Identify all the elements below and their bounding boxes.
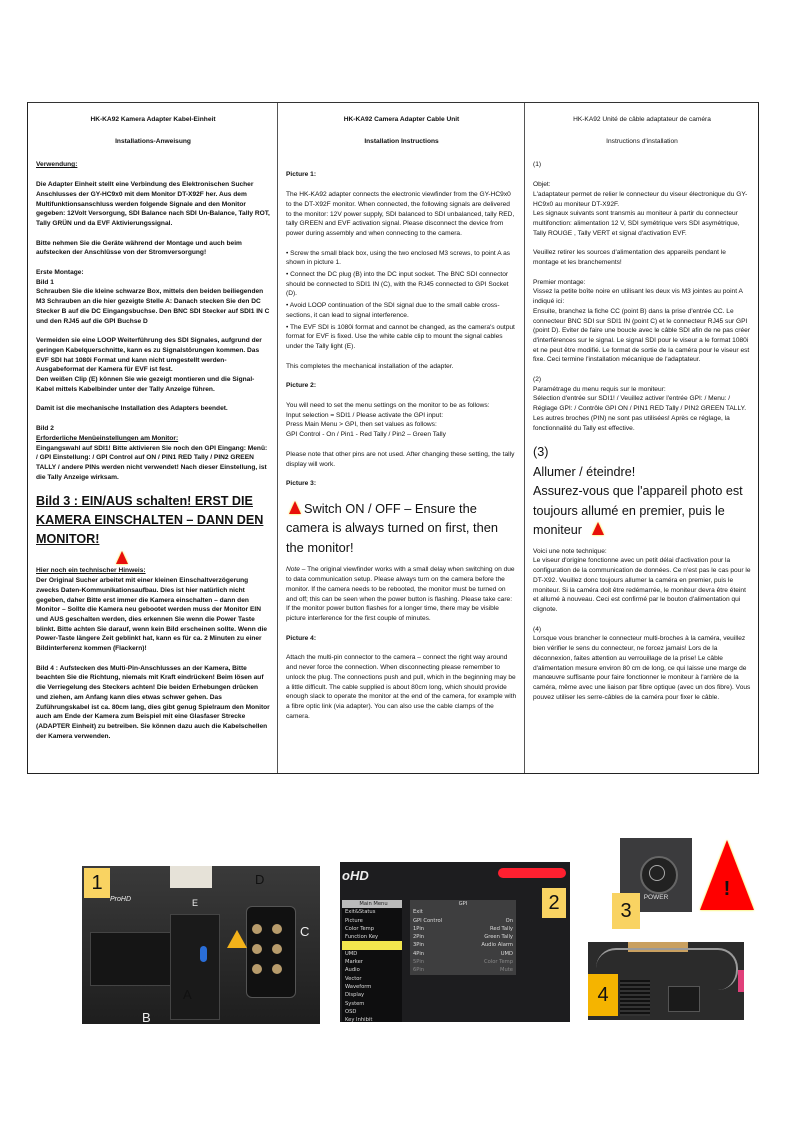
french-sec4: (4) [533,625,542,633]
german-bild1-label: Bild 1 [36,278,54,286]
menu-item-selected: GPI [342,941,402,949]
french-column [525,103,758,773]
german-bild1-text: Schrauben Sie die kleine schwarze Box, mittels den beiden beiliegenden M3 Schrauben an die hier gezeigte Stelle A: Danach stecken Sie den DC Stecker B auf die DC Eingangsbuchse. Den BNC SDI Stecker auf SDI1 IN C und den RJ45 auf die GPI Buchse D [36,288,270,325]
english-pic1-text: The HK-KA92 adapter connects the electronic viewfinder from the GY-HC9x0 to the DT-X92F monitor. When connected, the following signals are delivered to the monitor: 12V power supply, SDI balanced to SDI unbalanced, tally RED, tally GREEN and EVF activation signal. Please disconnect the device from power during assembly and when connecting to the camera. [286,191,515,237]
english-note-label: Note [286,566,300,574]
german-first-mount: Erste Montage: [36,269,84,277]
english-pic2-line1: Input selection = SDI1 / Please activate the GPI input: [286,411,444,419]
warning-triangle-icon [116,551,128,564]
french-sec2-text: Sélection d'entrée sur SDI1! / Veuillez activer l'entrée GPI: / Menu: / Réglage GPI: / Contrôle GPI ON / PIN1 RED Tally / PIN2 GREEN TALLY. Les autres broches (PIN) ne sont pas utilisées! Après ce réglage, la fonctionnalité du Tally est effective. [533,395,747,432]
english-pic2-note: Please note that other pins are not used. After changing these setting, the tally display will work. [286,450,515,468]
gpi-row: GPI Control On [413,917,513,924]
gpi-row: 1Pin Red Tally [413,925,513,932]
label-d: D [255,872,265,887]
german-loop-text: Vermeiden sie eine LOOP Weiterführung des SDI Signales, aufgrund der geringen Kabelquerschnitte, kann es zu Signalstörungen kommen. Das EVF SDI hat 1080i Format und kann nicht umgestellt werden-Ausgabeformat der Kamera für EVF ist fest. [36,337,262,374]
power-label: POWER [643,894,669,901]
german-usage-text: Die Adapter Einheit stellt eine Verbindung des Elektronischen Sucher Anschlusses der GY-HC9x0 mit dem Monitor DT-X92F her. Aus dem Multifunktionsanschluss werden folgende Signale and den Monitor gegeben: 12Volt Versorgung, SDI Balance nach SDI Un-Balance, Tally ROT, Tally GRÜN und da EVF Aktivierungssignal. [36,181,270,227]
label-c: C [300,924,310,939]
english-pic2-label: Picture 2: [286,382,317,390]
french-sec3-line2: Assurez-vous que l'appareil photo est toujours allumé en premier, puis le moniteur [533,484,743,538]
gpi-title: GPI [458,901,468,907]
french-premier-text2: Ensuite, branchez la fiche CC (point B) dans la prise d'entrée CC. Le connecteur BNC SDI sur SDI1 IN (point C) et le connecteur RJ45 sur GPI (point D). Eviter de faire une boucle avec le câble SDI afin de ne pas créer d'interférences sur le signal. Le signal SDI pour le viseur a le format 1080i et ne peut être modifié. Le format de sortie de la caméra pour le viseur est fixe. Ceci termine l'installation mécanique de l'adaptateur. [533,307,750,364]
german-usage-heading: Verwendung: [36,161,78,169]
menu-item: Color Temp [345,925,375,932]
brand-logo: ProHD [110,896,132,903]
menu-item: System [345,1000,365,1007]
gpi-row: 4Pin UMD [413,950,513,957]
gpi-row: 5Pin Color Temp [413,959,513,966]
menu-item: Key Inhibit [345,1017,373,1022]
french-tech-text: Le viseur d'origine fonctionne avec un petit délai d'activation pour la configuration de la communication de données. Ce n'est pas le cas pour le DT-X92. Veuillez donc toujours allumer la caméra en premier, puis le moniteur. Si la caméra doit être redémarrée, le moniteur devra être éteint et allumé à nouveau. Ceci est confirmé par le bouton d'alimentation qui clignote. [533,557,751,613]
french-tech-label: Voici une note technique: [533,547,607,555]
german-tech-text: Der Original Sucher arbeitet mit einer kleinen Einschaltverzögerung zwecks Daten-Kommunikationsaufbau. Dies ist hier natürlich nicht gegeben, daher Bitte erst immer die Kamera einschalten – dann den Monitor – Sollte die Kamera neu gebootet werden muss der Monitor EIN und AUS geschalten werden, dies erkennen Sie wenn die Power Taste blinkt. Bitte achten Sie darauf, wenn kein Bild erscheinen sollte. Wenn die Power-Taste längere Zeit geblinkt hat, kann es für ca. 2 Minuten zu einer Bildinterferenz kommen (Flackern)! [36,577,268,653]
german-subtitle: Installations-Anweisung [115,137,191,145]
photo-camera-connector [588,942,744,1020]
german-bild2-text: Eingangswahl auf SDI1! Bitte aktivieren Sie noch den GPI Eingang: Menü: / GPI Einstellung: / GPI Control auf ON / PIN1 RED Tally / PIN2 GREEN TALLY / andere PINs werden nicht verwendet! Nach dieser Einstellung, ist die Tally Anzeige wirksam. [36,444,268,481]
gpi-row: Exit [413,909,423,916]
gpi-row: 6Pin Mute [413,967,513,974]
english-note [286,565,517,623]
english-done-text: This completes the mechanical installation of the adapter. [286,362,454,370]
label-e: E [192,898,199,908]
french-power-text: Veuillez retirer les sources d'alimentation des appareils pendant le montage et les branchements! [533,249,726,267]
german-clip-text: Den weißen Clip (E) können Sie wie gezeigt montieren und die Signal-Kabel mittels Kabelbinder unter der Tally Anzeige führen. [36,376,255,393]
exclamation-mark: ! [723,878,731,900]
english-bullet: • Connect the DC plug (B) into the DC input socket. The BNC SDI connector should be connected to SDI1 IN (C), with the RJ45 connected to GPI Socket (D). [286,271,509,298]
french-sec3-line1: Allumer / éteindre! [533,464,636,479]
german-bild2-heading: Erforderliche Menüeinstellungen am Monitor: [36,434,179,442]
photo-badge-2: 2 [542,888,566,918]
menu-item: Picture [345,917,363,924]
french-sec3-line2-wrap [533,482,751,541]
english-title: HK-KA92 Camera Adapter Cable Unit [343,116,460,123]
french-objet-label: Objet: [533,181,551,189]
gpi-row: 3Pin Audio Alarm [413,942,513,949]
warning-triangle-icon [592,522,604,535]
french-sec2-heading: Paramétrage du menu requis sur le moniteur: [533,385,666,393]
photo-gpi-menu [340,862,570,1022]
french-sec3: (3) [533,445,549,460]
english-pic3-label: Picture 3: [286,480,317,488]
german-title: HK-KA92 Kamera Adapter Kabel-Einheit [90,116,216,123]
english-pic4-text: Attach the multi-pin connector to the camera – connect the right way around and never force the connection. When disconnecting please remember to unlock the plug. The connections push and pull, which in the beginning may be a little difficult. The cable supplied is about 80cm long, which should provide enough slack to operate the monitor at the end of the camera, for example with a fibre optic link (via adapter). You can also use the cable clamps of the camera. [286,654,517,720]
instruction-table [27,102,759,774]
german-bild4-text: Bild 4 : Aufstecken des Multi-Pin-Anschlusses an der Kamera, Bitte beachten Sie die Richtung, niemals mit Kraft eindrücken! Beim lösen auf die Verriegelung des Steckers achten! Die beiden Erhebungen drücken und ziehen, am Anfang kann dies etwas schwer gehen. Das Zuführungskabel ist ca. 80cm lang, dies gibt genug Spielraum den Monitor auch am Ende der Kamera zum Beispiel mit eine Glasfaser Strecke (ADAPTER Einheit) zu betreiben. Sie können dazu auch die Kabelschellen der Kamera verwenden. [36,664,270,740]
english-note-text: – The original viewfinder works with a small delay when switching on due to data communication setup. Please always turn on the camera before the monitor. If the camera needs to be rebooted, the monitor must be turned on and off; this can be seen when the power button is flashing. Please take care: If the monitor power button flashes for a longer time, there may be visible picture interference for the first couple of minutes. [286,566,515,622]
french-premier-label: Premier montage: [533,278,586,286]
german-power-warning: Bitte nehmen Sie die Geräte während der Montage und auch beim aufstecken der Anschlüsse von der Stromversorgung! [36,239,242,257]
gpi-row: 2Pin Green Tally [413,934,513,941]
german-bild3-heading: Bild 3 : EIN/AUS schalten! ERST DIE KAMERA EINSCHALTEN – DANN DEN MONITOR! [36,494,264,547]
photo-badge-4: 4 [588,974,618,1016]
french-subtitle: Instructions d'installation [606,137,678,145]
english-bullet: • The EVF SDI is 1080i format and cannot be changed, as the camera's output format for EVF is fixed. Use the white cable clip to mount the signal cables under the Tally light (E). [286,323,515,350]
english-pic2-line3: GPI Control - On / Pin1 - Red Tally / Pin2 – Green Tally [286,431,446,439]
english-pic4-label: Picture 4: [286,634,317,642]
english-bullet: • Avoid LOOP continuation of the SDI signal due to the small cable cross-sections, it can lead to signal interference. [286,302,500,319]
french-objet-text1: L'adaptateur permet de relier le connecteur du viseur électronique du GY-HC9x0 au moniteur DT-X92F. [533,190,748,208]
photo-badge-3: 3 [612,893,640,929]
french-sec4-text: Lorsque vous brancher le connecteur multi-broches à la caméra, veuillez bien vérifier le sens du connecteur, ne forcez jamais! Lors de la déconnexion, faites attention au verrouillage de la prise! Le câble d'alimentation mesure environ 80 cm de long, ce qui laisse une marge de manœuvre suffisante pour faire fonctionner le moniteur à l'arrière de la caméra, même avec une liaison par fibre optique (avec un dos fibre). Vous pouvez utiliser les serre-câbles de la caméra pour fixer le câble. [533,635,751,701]
menu-item: OSD [345,1008,357,1015]
menu-item: Display [345,992,365,999]
english-pic3-heading: Switch ON / OFF – Ensure the camera is always turned on first, then the monitor! [286,500,498,555]
menu-item: Audio [345,967,360,974]
english-bullet-list [286,249,517,352]
brand-logo: oHD [342,868,369,883]
menu-item: Waveform [345,983,372,990]
german-column [28,103,278,773]
french-title: HK-KA92 Unité de câble adaptateur de caméra [573,116,711,123]
gpi-submenu [410,900,516,975]
english-pic1-label: Picture 1: [286,171,317,179]
french-sec1: (1) [533,161,542,169]
warning-triangle-icon [289,501,301,514]
photo-badge-1: 1 [84,868,110,898]
english-column [278,103,525,773]
french-premier-text1: Vissez la petite boîte noire en utilisant les deux vis M3 jointes au point A indiqué ici: [533,288,743,306]
menu-item: UMD [345,950,358,957]
label-b: B [142,1010,151,1024]
label-a: A [183,987,192,1002]
english-pic2-intro: You will need to set the menu settings on the monitor to be as follows: [286,402,490,410]
main-menu-list [342,900,402,1022]
english-bullet: • Screw the small black box, using the two enclosed M3 screws, to point A as shown in picture 1. [286,249,511,267]
english-subtitle: Installation Instructions [364,137,439,145]
tally-light [498,868,566,878]
menu-item: Function Key [345,934,379,941]
photo-monitor-back [82,866,320,1024]
french-objet-text2: Les signaux suivants sont transmis au moniteur à partir du connecteur multifonction: alimentation 12 V, SDI symétrique vers SDI asymétrique, Tally ROUGE , Tally VERT et signal d'activation EVF. [533,210,740,237]
english-pic3-heading-wrap [286,499,517,558]
german-bild2-label: Bild 2 [36,425,54,433]
main-menu-title: Main Menu [342,900,402,908]
german-done-text: Damit ist die mechanische Installation des Adapters beendet. [36,405,228,413]
menu-item: Vector [345,975,362,982]
french-sec2: (2) [533,376,542,384]
warning-triangle-icon [227,930,247,948]
german-tech-heading: Hier noch ein technischer Hinweis: [36,567,146,575]
menu-item: Marker [345,959,363,966]
menu-item: Exit&Status [345,909,376,916]
english-pic2-line2: Press Main Menu > GPI, then set values as follows: [286,421,437,429]
